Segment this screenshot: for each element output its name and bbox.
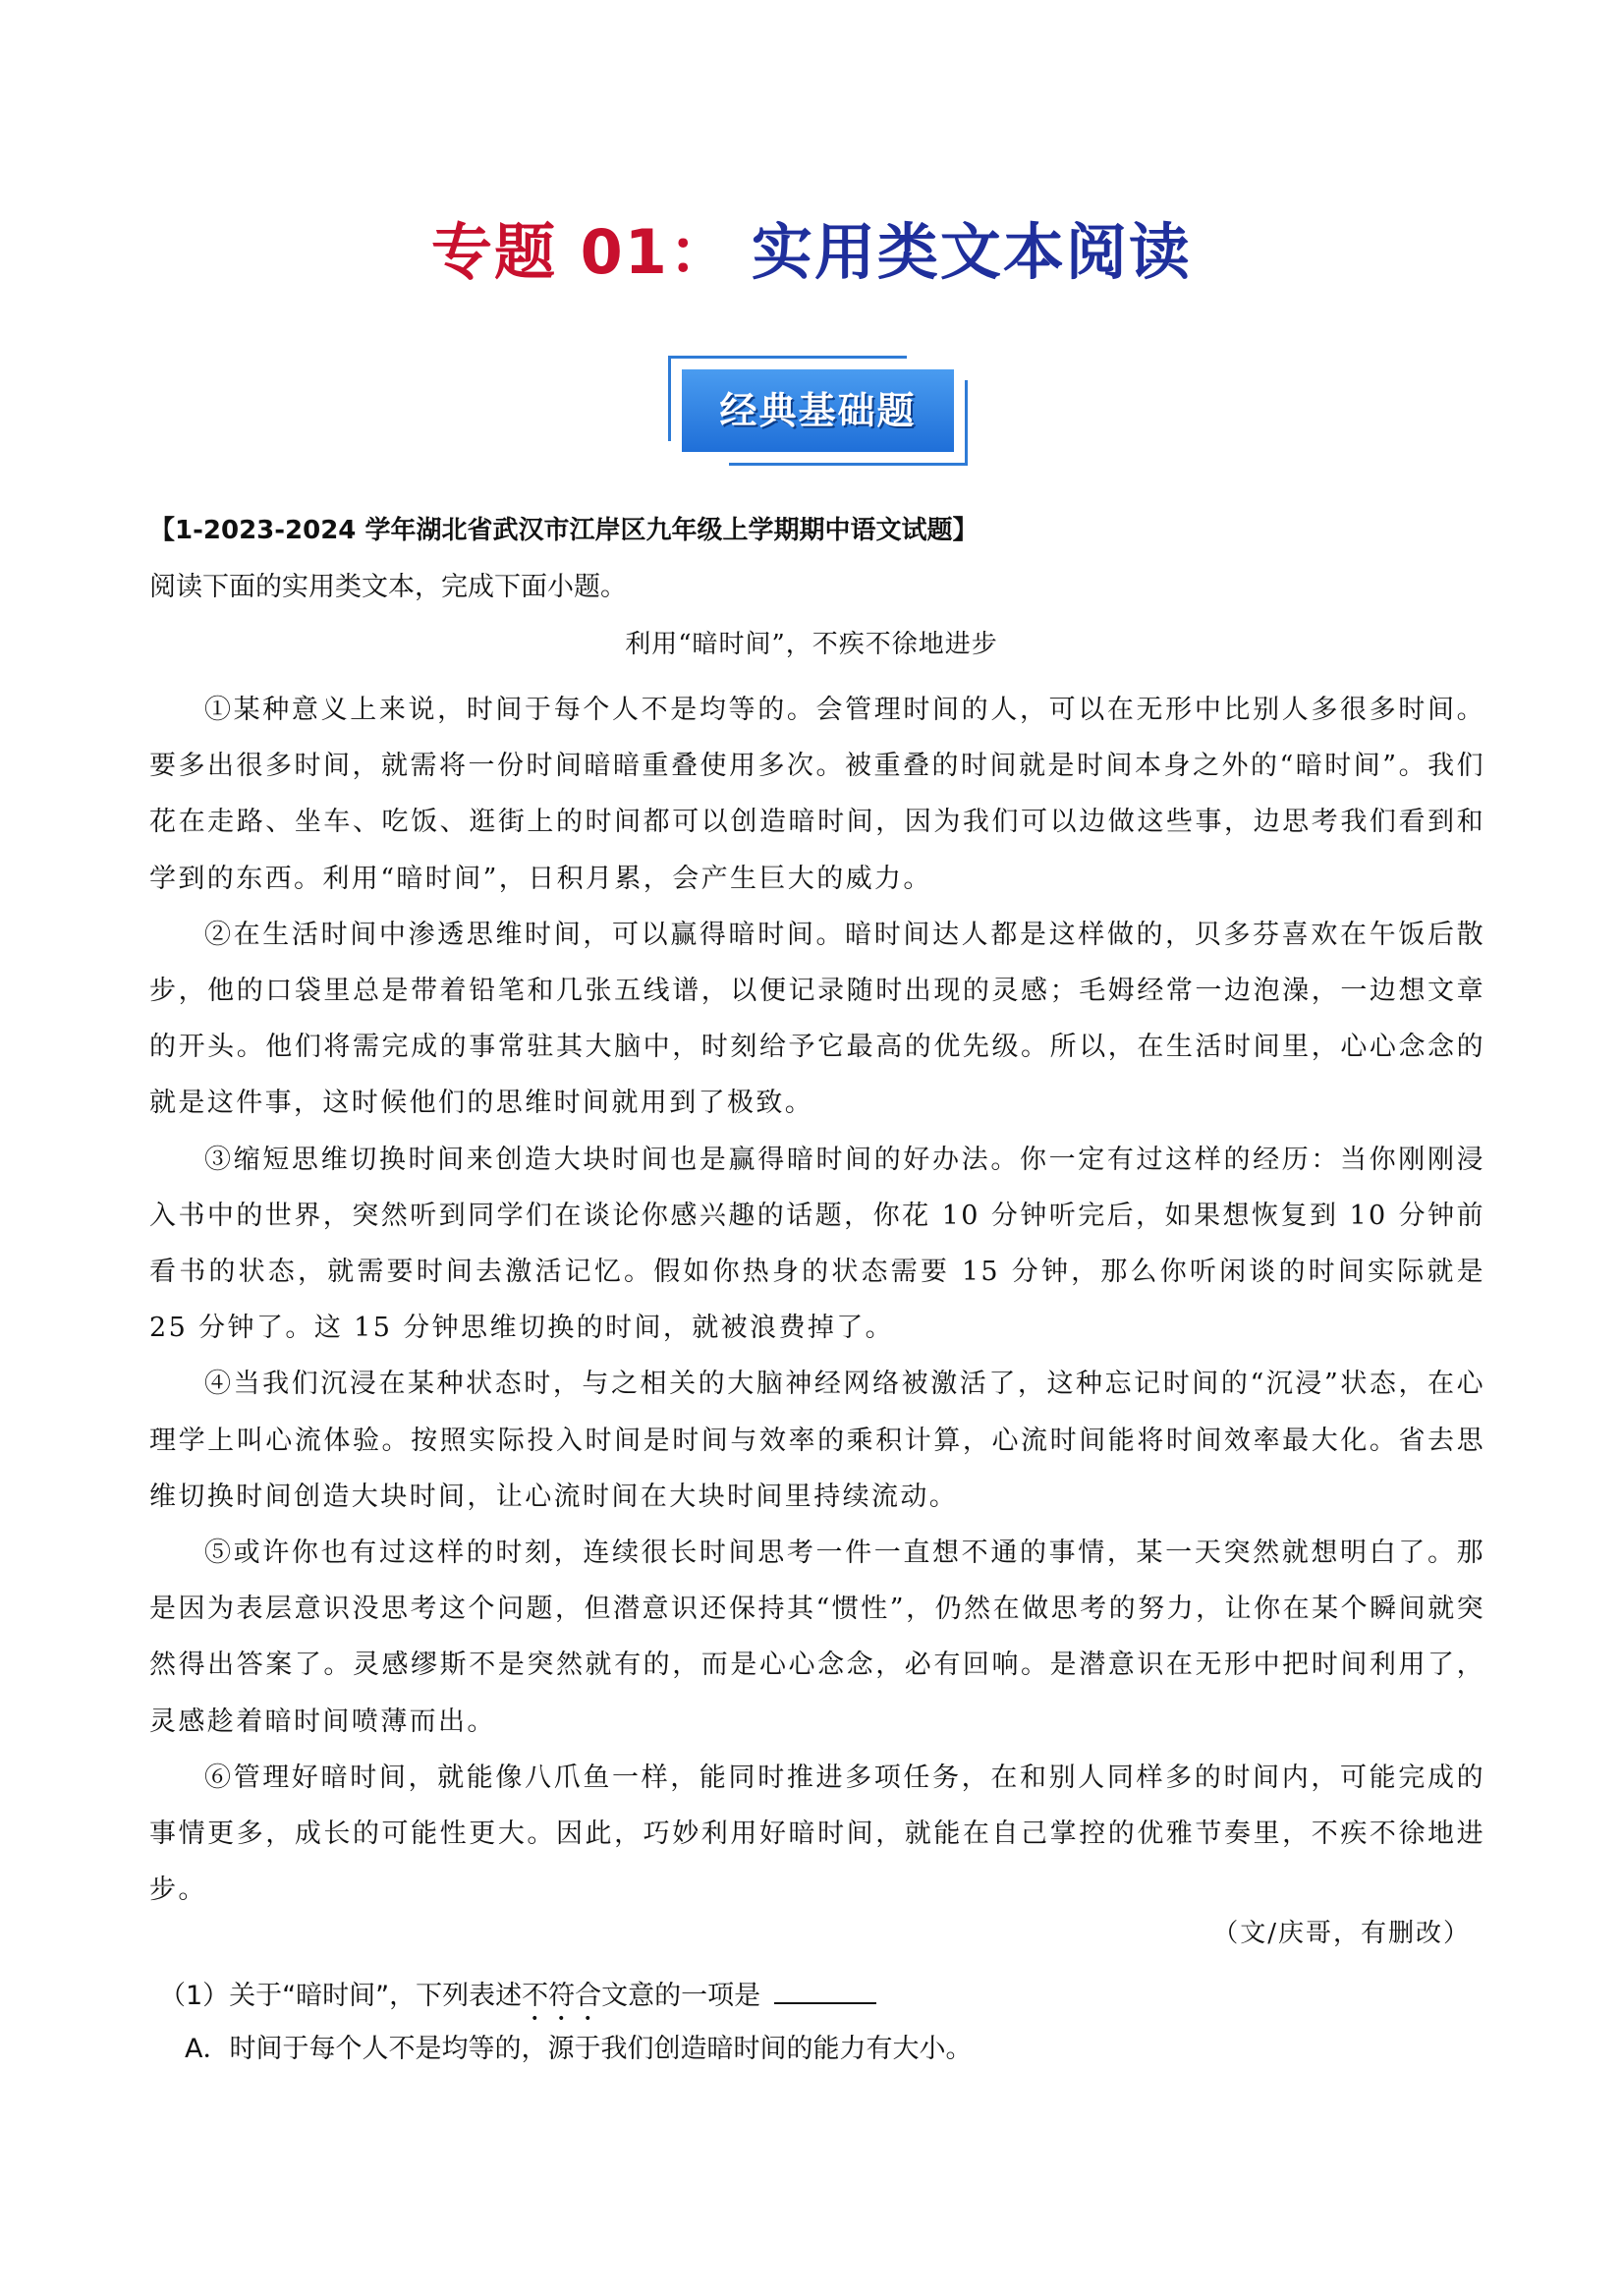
exam-source: 【1-2023-2024 学年湖北省武汉市江岸区九年级上学期期中语文试题】 bbox=[149, 516, 979, 545]
article-paragraph-4: ④当我们沉浸在某种状态时，与之相关的大脑神经网络被激活了，这种忘记时间的“沉浸”状态，在心理学上叫心流体验。按照实际投入时间是时间与效率的乘积计算，心流时间能将时间效率最大化。省去思维切换时间创造大块时间，让心流时间在大块时间里持续流动。 bbox=[149, 1369, 1485, 1512]
question-lead: （1）关于“暗时间”，下列表述 bbox=[159, 1981, 523, 2011]
title-prefix: 专题 01： bbox=[431, 216, 732, 288]
exam-instruction: 阅读下面的实用类文本，完成下面小题。 bbox=[149, 572, 627, 602]
article-body bbox=[149, 682, 1485, 1918]
badge-label: 经典基础题 bbox=[682, 369, 954, 452]
question-1 bbox=[159, 1973, 876, 2027]
title-main: 实用类文本阅读 bbox=[751, 216, 1192, 288]
article-paragraph-5: ⑤或许你也有过这样的时刻，连续很长时间思考一件一直想不通的事情，某一天突然就想明白了。那是因为表层意识没思考这个问题，但潜意识还保持其“惯性”，仍然在做思考的努力，让你在某个瞬间就突然得出答案了。灵感缪斯不是突然就有的，而是心心念念，必有回响。是潜意识在无形中把时间利用了，灵感趁着暗时间喷薄而出。 bbox=[149, 1538, 1485, 1737]
article-paragraph-1: ①某种意义上来说，时间于每个人不是均等的。会管理时间的人，可以在无形中比别人多很多时间。要多出很多时间，就需将一份时间暗暗重叠使用多次。被重叠的时间就是时间本身之外的“暗时间”。我们花在走路、坐车、吃饭、逛街上的时间都可以创造暗时间，因为我们可以边做这些事，边思考我们看到和学到的东西。利用“暗时间”，日积月累，会产生巨大的威力。 bbox=[149, 695, 1485, 894]
article-paragraph-6: ⑥管理好暗时间，就能像八爪鱼一样，能同时推进多项任务，在和别人同样多的时间内，可能完成的事情更多，成长的可能性更大。因此，巧妙利用好暗时间，就能在自己掌控的优雅节奏里，不疾不徐地进步。 bbox=[149, 1762, 1485, 1906]
page-title bbox=[0, 208, 1623, 297]
question-emphasis: 不符合 bbox=[522, 1981, 602, 2011]
article-paragraph-3: ③缩短思维切换时间来创造大块时间也是赢得暗时间的好办法。你一定有过这样的经历：当你刚刚浸入书中的世界，突然听到同学们在谈论你感兴趣的话题，你花 10 分钟听完后，如果想恢复到 10 分钟前看书的状态，就需要时间去激活记忆。假如你热身的状态需要 15 分钟，那么你听闲谈的时间实际就是 25 分钟了。这 15 分钟思维切换的时间，就被浪费掉了。 bbox=[149, 1144, 1485, 1344]
question-tail: 文意的一项是 bbox=[601, 1981, 761, 2011]
article-paragraph-2: ②在生活时间中渗透思维时间，可以赢得暗时间。暗时间达人都是这样做的，贝多芬喜欢在午饭后散步，他的口袋里总是带着铅笔和几张五线谱，以便记录随时出现的灵感；毛姆经常一边泡澡，一边想文章的开头。他们将需完成的事常驻其大脑中，时刻给予它最高的优先级。所以，在生活时间里，心心念念的就是这件事，这时候他们的思维时间就用到了极致。 bbox=[149, 919, 1485, 1119]
article-title: 利用“暗时间”，不疾不徐地进步 bbox=[625, 630, 998, 659]
answer-blank[interactable] bbox=[774, 1973, 876, 2004]
option-a: A．时间于每个人不是均等的，源于我们创造暗时间的能力有大小。 bbox=[185, 2034, 973, 2064]
article-byline: （文/庆哥，有删改） bbox=[1212, 1919, 1471, 1948]
section-badge bbox=[668, 356, 968, 466]
